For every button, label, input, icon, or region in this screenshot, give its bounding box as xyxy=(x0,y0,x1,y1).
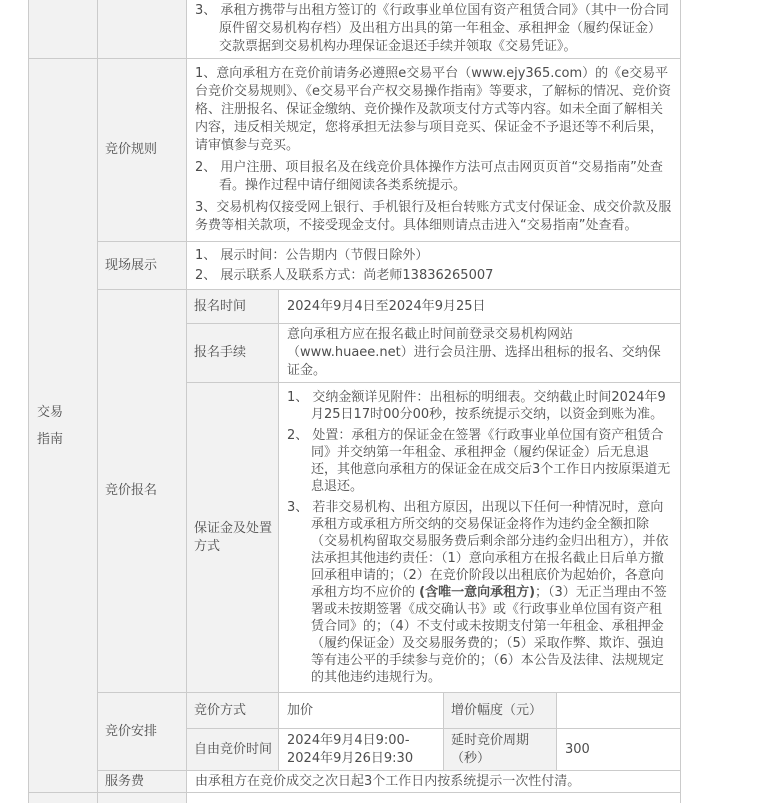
free-bid-time-label: 自由竞价时间 xyxy=(194,741,273,757)
deposit-item-2: 2、 处置：承租方的保证金在签署《行政事业单位国有资产租赁合同》并交纳第一年租金、承租押金（履约保证金）后无息退还，其他意向承租方的保证金在成交后3个工作日内按原渠道无息退还。 xyxy=(287,428,671,494)
bidding-rules-item-1: 1、意向承租方在竞价前请务必遵照e交易平台（www.ejy365.com）的《e交易平台竞价交易规则》、《e交易平台产权交易操作指南》等要求，了解标的情况、竞价资格、注册报名、保证金缴纳、竞价操作及款项支付方式等内容。如未全面了解相关内容，违反相关规定，您将承担无法参与项目竞买、保证金不予退还等不利后果，请审慎参与竞买。 xyxy=(195,66,671,153)
deposit-label-cell xyxy=(187,383,279,693)
prev-section-col1-empty-cell xyxy=(29,0,98,59)
transaction-guide-table xyxy=(28,0,681,803)
increment-label: 增价幅度（元） xyxy=(451,702,543,718)
signup-procedure-label: 报名手续 xyxy=(194,345,247,360)
signup-procedure-label-cell xyxy=(187,324,279,383)
signup-section-label: 竞价报名 xyxy=(105,483,158,498)
signup-time-label-cell xyxy=(187,290,279,324)
bid-method-value-cell xyxy=(279,693,444,729)
bid-method-value: 加价 xyxy=(287,702,314,718)
deposit-item-3-post: ；（3）无正当理由不签署或未按期签署《成交确认书》或《行政事业单位国有资产租赁合同》的；（4）不支付或未按期支付第一年租金、承租押金（履约保证金）及交易服务费的；（5）采取作弊、欺诈、强迫等有违公平的手续参与竞价的；（6）本公告及法律、法规规定的其他违约违规行为。 xyxy=(311,585,667,685)
signup-time-value: 2024年9月4日至2024年9月25日 xyxy=(287,298,486,314)
next-section-row xyxy=(29,793,681,803)
onsite-display-row xyxy=(29,242,681,290)
next-section-col1-empty-cell xyxy=(29,793,98,803)
signup-time-value-cell xyxy=(279,290,681,324)
guide-section-label-cell xyxy=(29,59,98,793)
increment-label-cell xyxy=(444,693,557,729)
deposit-item-3-bold: (含唯一意向承租方) xyxy=(419,585,536,600)
deposit-label: 保证金及处置方式 xyxy=(194,520,273,554)
service-fee-value: 由承租方在竞价成交之次日起3个工作日内按系统提示一次性付清。 xyxy=(195,773,581,789)
next-section-content-cell xyxy=(187,793,681,803)
bidding-rules-label: 竞价规则 xyxy=(105,142,158,157)
service-fee-label: 服务费 xyxy=(105,773,145,789)
onsite-display-item-2: 2、 展示联系人及联系方式：尚老师13836265007 xyxy=(195,267,494,283)
delay-period-label: 延时竞价周期（秒） xyxy=(451,732,530,766)
prev-section-item3-text: 3、 承租方携带与出租方签订的《行政事业单位国有资产租赁合同》（其中一份合同原件留交易机构存档）及出租方出具的第一年租金、承租押金（履约保证金）交款票据到交易机构办理保证金退还手续并领取《交易凭证》。 xyxy=(195,3,669,54)
bid-method-label: 竞价方式 xyxy=(194,702,247,718)
arrangement-section-label-cell xyxy=(98,693,187,771)
signup-section-label-cell xyxy=(98,290,187,693)
service-fee-label-cell xyxy=(98,771,187,793)
prev-section-content-cell xyxy=(187,0,681,59)
bid-method-label-cell xyxy=(187,693,279,729)
bid-method-row xyxy=(29,693,681,729)
onsite-display-label-cell xyxy=(98,242,187,290)
signup-procedure-value-cell xyxy=(279,324,681,383)
bidding-rules-label-cell xyxy=(98,59,187,242)
free-bid-time-value-cell xyxy=(279,729,444,771)
prev-section-col2-empty-cell xyxy=(98,0,187,59)
delay-period-value-cell xyxy=(557,729,681,771)
deposit-content-cell xyxy=(279,383,681,693)
arrangement-section-label: 竞价安排 xyxy=(105,723,158,739)
onsite-display-label: 现场展示 xyxy=(105,257,158,273)
deposit-item-3 xyxy=(287,499,672,686)
onsite-display-item-1: 1、 展示时间：公告期内（节假日除外） xyxy=(195,247,429,263)
signup-time-label: 报名时间 xyxy=(194,298,247,314)
free-bid-time-value: 2024年9月4日9:00-2024年9月26日9:30 xyxy=(287,732,414,766)
next-section-col2-empty-cell xyxy=(98,793,187,803)
signup-time-row xyxy=(29,290,681,324)
delay-period-value: 300 xyxy=(565,741,590,757)
service-fee-value-cell xyxy=(187,771,681,793)
onsite-display-content-cell xyxy=(187,242,681,290)
increment-value-cell xyxy=(557,693,681,729)
bidding-rules-content-cell xyxy=(187,59,681,242)
signup-procedure-value: 意向承租方应在报名截止时间前登录交易机构网站（www.huaee.net）进行会员注册、选择出租标的报名、交纳保证金。 xyxy=(287,327,661,378)
deposit-item-1: 1、 交纳金额详见附件：出租标的明细表。交纳截止时间2024年9月25日17时00分00秒，按系统提示交纳，以资金到账为准。 xyxy=(287,390,666,422)
free-bid-time-label-cell xyxy=(187,729,279,771)
bidding-rules-item-2: 2、 用户注册、项目报名及在线竞价具体操作方法可点击网页页首“交易指南”处查看。操作过程中请仔细阅读各类系统提示。 xyxy=(195,160,663,193)
prev-section-row xyxy=(29,0,681,59)
guide-section-label: 交易指南 xyxy=(37,404,64,447)
delay-period-label-cell xyxy=(444,729,557,771)
service-fee-row xyxy=(29,771,681,793)
deposit-item-3-pre: 3、 若非交易机构、出租方原因，出现以下任何一种情况时，意向承租方或承租方所交纳的交易保证金将作为违约金全额扣除（交易机构留取交易服务费后剩余部分违约金归出租方），并依法承担其他违约责任：（1）意向承租方在报名截止日后单方撤回承租申请的；（2）在竞价阶段以出租底价为起始价，各意向承租方均不应价的 xyxy=(287,500,669,600)
bidding-rules-row xyxy=(29,59,681,242)
bidding-rules-item-3: 3、交易机构仅接受网上银行、手机银行及柜台转账方式支付保证金、成交价款及服务费等相关款项，不接受现金支付。具体细则请点击进入“交易指南”处查看。 xyxy=(195,200,672,233)
